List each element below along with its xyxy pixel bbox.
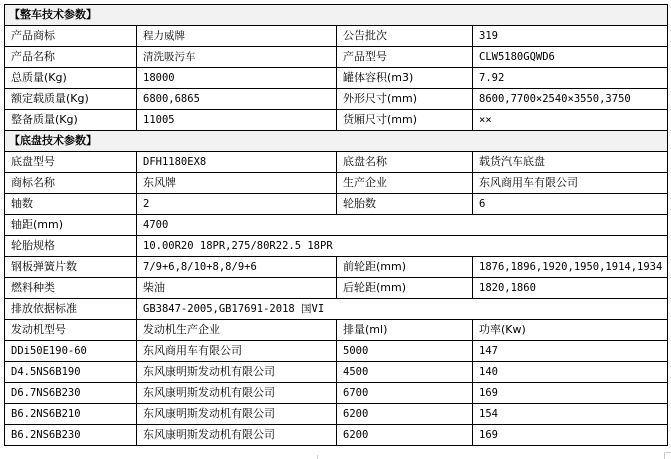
- chassis-row: [5, 173, 668, 194]
- engine-power: 169: [473, 425, 668, 446]
- spec-label: 轮胎数: [337, 194, 473, 215]
- engine-maker: 东风康明斯发动机有限公司: [137, 425, 337, 446]
- spec-label: 商标名称: [5, 173, 137, 194]
- spec-value: 柴油: [137, 278, 337, 299]
- column-header: 发动机型号: [5, 320, 137, 341]
- spec-value: 7/9+6,8/10+8,8/9+6: [137, 257, 337, 278]
- vehicle-row: [5, 110, 668, 131]
- vehicle-section-header: [5, 5, 668, 26]
- engine-row: [5, 383, 668, 404]
- spec-table: [4, 4, 668, 446]
- engine-displacement: 5000: [337, 341, 473, 362]
- spec-label: 排放依据标准: [5, 299, 137, 320]
- spec-label: 轴数: [5, 194, 137, 215]
- spec-sheet: [4, 4, 667, 455]
- engine-displacement: 6700: [337, 383, 473, 404]
- spec-value: 18000: [137, 68, 337, 89]
- spec-label: 燃料种类: [5, 278, 137, 299]
- vehicle-row: [5, 89, 668, 110]
- vehicle-row: [5, 68, 668, 89]
- spec-label: 后轮距(mm): [337, 278, 473, 299]
- engine-model: B6.2NS6B210: [5, 404, 137, 425]
- engine-row: [5, 404, 668, 425]
- spec-value: 6800,6865: [137, 89, 337, 110]
- spec-value: 6: [473, 194, 668, 215]
- engine-power: 147: [473, 341, 668, 362]
- engine-row: [5, 425, 668, 446]
- vehicle-row: [5, 47, 668, 68]
- engine-maker: 东风康明斯发动机有限公司: [137, 362, 337, 383]
- engine-maker: 东风康明斯发动机有限公司: [137, 383, 337, 404]
- resize-corner-mark: [666, 452, 671, 453]
- spec-label: 额定载质量(Kg): [5, 89, 137, 110]
- column-edge-tick: [317, 455, 318, 459]
- chassis-row: [5, 257, 668, 278]
- engine-displacement: 6200: [337, 404, 473, 425]
- spec-label: 总质量(Kg): [5, 68, 137, 89]
- engine-header-row: [5, 320, 668, 341]
- engine-power: 140: [473, 362, 668, 383]
- chassis-section-header: [5, 131, 668, 152]
- spec-label: 产品商标: [5, 26, 137, 47]
- spec-label: 外形尺寸(mm): [337, 89, 473, 110]
- engine-power: 169: [473, 383, 668, 404]
- tire-row: [5, 236, 668, 257]
- spec-value: 载货汽车底盘: [473, 152, 668, 173]
- column-header: 功率(Kw): [473, 320, 668, 341]
- spec-label: 底盘名称: [337, 152, 473, 173]
- engine-model: D6.7NS6B230: [5, 383, 137, 404]
- spec-label: 生产企业: [337, 173, 473, 194]
- column-header: 排量(ml): [337, 320, 473, 341]
- wheelbase-row: [5, 215, 668, 236]
- spec-value: CLW5180GQWD6: [473, 47, 668, 68]
- chassis-section-title: 【底盘技术参数】: [5, 131, 668, 152]
- engine-power: 154: [473, 404, 668, 425]
- spec-label: 货厢尺寸(mm): [337, 110, 473, 131]
- spec-label: 轴距(mm): [5, 215, 137, 236]
- spec-value: 4700: [137, 215, 668, 236]
- spec-label: 产品名称: [5, 47, 137, 68]
- engine-displacement: 4500: [337, 362, 473, 383]
- column-header: 发动机生产企业: [137, 320, 337, 341]
- spec-value: 8600,7700×2540×3550,3750: [473, 89, 668, 110]
- spec-value: 11005: [137, 110, 337, 131]
- engine-model: DDi50E190-60: [5, 341, 137, 362]
- emission-row: [5, 299, 668, 320]
- spec-label: 整备质量(Kg): [5, 110, 137, 131]
- spec-value: ××: [473, 110, 668, 131]
- spec-value: DFH1180EX8: [137, 152, 337, 173]
- spec-value: 1820,1860: [473, 278, 668, 299]
- engine-maker: 东风商用车有限公司: [137, 341, 337, 362]
- spec-value: 程力威牌: [137, 26, 337, 47]
- spec-value: 清洗吸污车: [137, 47, 337, 68]
- spec-value: 7.92: [473, 68, 668, 89]
- spec-label: 轮胎规格: [5, 236, 137, 257]
- spec-value: 2: [137, 194, 337, 215]
- spec-label: 底盘型号: [5, 152, 137, 173]
- spec-value: 东风牌: [137, 173, 337, 194]
- spec-value: 1876,1896,1920,1950,1914,1934: [473, 257, 668, 278]
- spec-label: 罐体容积(m3): [337, 68, 473, 89]
- engine-displacement: 6200: [337, 425, 473, 446]
- engine-model: B6.2NS6B230: [5, 425, 137, 446]
- resize-corner-mark: [664, 452, 665, 459]
- chassis-row: [5, 278, 668, 299]
- spec-value: 10.00R20 18PR,275/80R22.5 18PR: [137, 236, 668, 257]
- spec-value: GB3847-2005,GB17691-2018 国VI: [137, 299, 668, 320]
- vehicle-section-title: 【整车技术参数】: [5, 5, 668, 26]
- spec-label: 前轮距(mm): [337, 257, 473, 278]
- spec-label: 钢板弹簧片数: [5, 257, 137, 278]
- spec-value: 319: [473, 26, 668, 47]
- engine-maker: 东风康明斯发动机有限公司: [137, 404, 337, 425]
- spec-label: 公告批次: [337, 26, 473, 47]
- chassis-row: [5, 152, 668, 173]
- chassis-row: [5, 194, 668, 215]
- engine-row: [5, 341, 668, 362]
- engine-row: [5, 362, 668, 383]
- spec-label: 产品型号: [337, 47, 473, 68]
- spec-value: 东风商用车有限公司: [473, 173, 668, 194]
- vehicle-row: [5, 26, 668, 47]
- engine-model: D4.5NS6B190: [5, 362, 137, 383]
